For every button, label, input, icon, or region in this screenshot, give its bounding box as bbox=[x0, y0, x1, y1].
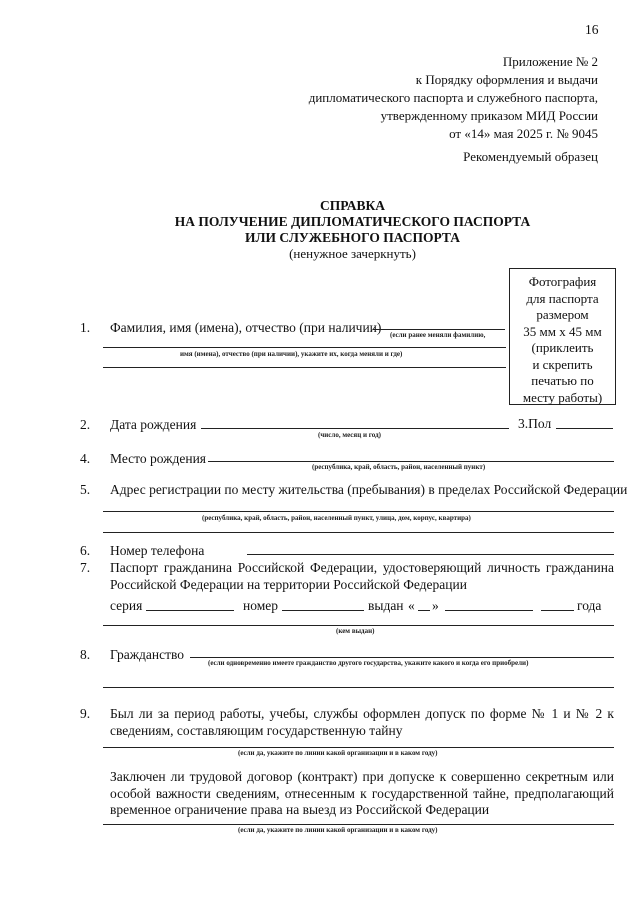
passport-number-field[interactable] bbox=[282, 610, 364, 611]
passport-series-field[interactable] bbox=[146, 610, 234, 611]
field-5-label: Адрес регистрации по месту жительства (пребывания) в пределах Российской Федерации bbox=[110, 482, 628, 497]
field-1-input-line-3[interactable] bbox=[103, 367, 506, 368]
field-9-hint: (если да, укажите по линии какой организации и в каком году) bbox=[238, 749, 438, 757]
field-7-text: Паспорт гражданина Российской Федерации, удостоверяющий личность гражданина Российской Федерации на территории Российской Федерации bbox=[110, 560, 614, 592]
field-1-number: 1. bbox=[80, 320, 91, 335]
field-1-input-line[interactable] bbox=[373, 329, 505, 330]
field-2-hint: (число, месяц и год) bbox=[318, 431, 381, 439]
date-of-birth-field[interactable] bbox=[201, 428, 509, 429]
passport-issued-label: выдан bbox=[368, 598, 404, 613]
contract-hint: (если да, укажите по линии какой организации и в каком году) bbox=[238, 826, 438, 834]
passport-number-label: номер bbox=[243, 598, 279, 613]
registration-address-field[interactable] bbox=[103, 511, 614, 512]
contract-field[interactable] bbox=[103, 824, 614, 825]
appendix-line-3: дипломатического паспорта и служебного паспорта, bbox=[308, 90, 598, 105]
title-line-1: СПРАВКА bbox=[319, 198, 386, 213]
photo-instructions bbox=[510, 274, 615, 406]
field-1-label: Фамилия, имя (имена), отчество (при наличии) bbox=[110, 320, 382, 335]
appendix-line-1: Приложение № 2 bbox=[502, 54, 598, 69]
field-9-number: 9. bbox=[80, 706, 91, 721]
appendix-line-5: от «14» мая 2025 г. № 9045 bbox=[449, 126, 598, 141]
field-9-text: Был ли за период работы, учебы, службы оформлен допуск по форме № 1 и № 2 к сведениям, составляющим государственную тайну bbox=[110, 706, 614, 738]
contract-question-text: Заключен ли трудовой договор (контракт) при допуске к совершенно секретным или особой важности сведениям, отнесенным к государственной тайне, предполагающий временное ограничение права на выезд из Российской Федерации bbox=[110, 769, 614, 817]
quote-close: » bbox=[432, 598, 439, 613]
photo-line: печатью по bbox=[531, 373, 594, 388]
field-3-label: 3.Пол bbox=[518, 416, 552, 431]
photo-line: (приклеить bbox=[531, 340, 594, 355]
title-line-2: НА ПОЛУЧЕНИЕ ДИПЛОМАТИЧЕСКОГО ПАСПОРТА bbox=[174, 214, 531, 229]
appendix-line-4: утвержденному приказом МИД России bbox=[380, 108, 598, 123]
photo-line: размером bbox=[536, 307, 589, 322]
passport-year-label: года bbox=[577, 598, 602, 613]
title-note: (ненужное зачеркнуть) bbox=[289, 246, 416, 261]
phone-field[interactable] bbox=[247, 554, 614, 555]
field-7-number: 7. bbox=[80, 560, 91, 575]
field-4-label: Место рождения bbox=[110, 451, 207, 466]
title-line-3: ИЛИ СЛУЖЕБНОГО ПАСПОРТА bbox=[244, 230, 461, 245]
field-5-number: 5. bbox=[80, 482, 91, 497]
field-8-label: Гражданство bbox=[110, 647, 185, 662]
issue-year-field[interactable] bbox=[541, 610, 574, 611]
sex-field[interactable] bbox=[556, 428, 613, 429]
field-8-hint: (если одновременно имеете гражданство другого государства, укажите какого и когда его приобрели) bbox=[208, 659, 529, 667]
appendix-line-2: к Порядку оформления и выдачи bbox=[415, 72, 598, 87]
field-7-hint: (кем выдан) bbox=[336, 627, 375, 635]
page-number: 16 bbox=[585, 22, 599, 37]
registration-address-field-2[interactable] bbox=[103, 532, 614, 533]
field-2-label: Дата рождения bbox=[110, 417, 197, 432]
citizenship-field[interactable] bbox=[190, 657, 614, 658]
citizenship-field-2[interactable] bbox=[103, 687, 614, 688]
field-5-hint: (республика, край, область, район, населенный пункт, улица, дом, корпус, квартира) bbox=[202, 514, 471, 522]
passport-issuer-field[interactable] bbox=[103, 625, 614, 626]
clearance-field[interactable] bbox=[103, 747, 614, 748]
field-1-input-line-2[interactable] bbox=[103, 347, 506, 348]
photo-line: Фотография bbox=[528, 274, 597, 289]
recommended-sample: Рекомендуемый образец bbox=[463, 149, 598, 164]
field-4-number: 4. bbox=[80, 451, 91, 466]
photo-line: месту работы) bbox=[522, 389, 603, 405]
photo-line: для паспорта bbox=[526, 290, 599, 306]
field-4-hint: (республика, край, область, район, населенный пункт) bbox=[312, 463, 486, 471]
quote-open: « bbox=[408, 598, 415, 613]
issue-day-field[interactable] bbox=[418, 610, 430, 611]
photo-line: 35 мм х 45 мм bbox=[523, 323, 602, 339]
field-1-hint-b: имя (имена), отчество (при наличии), укажите их, когда меняли и где) bbox=[180, 350, 403, 358]
place-of-birth-field[interactable] bbox=[208, 461, 614, 462]
photo-placeholder[interactable] bbox=[509, 268, 616, 405]
photo-line: и скрепить bbox=[532, 356, 593, 372]
field-6-label: Номер телефона bbox=[110, 543, 205, 558]
passport-series-label: серия bbox=[110, 598, 143, 613]
field-2-number: 2. bbox=[80, 417, 91, 432]
field-6-number: 6. bbox=[80, 543, 91, 558]
field-8-number: 8. bbox=[80, 647, 91, 662]
field-1-hint-a: (если ранее меняли фамилию, bbox=[390, 331, 486, 339]
issue-month-field[interactable] bbox=[445, 610, 533, 611]
